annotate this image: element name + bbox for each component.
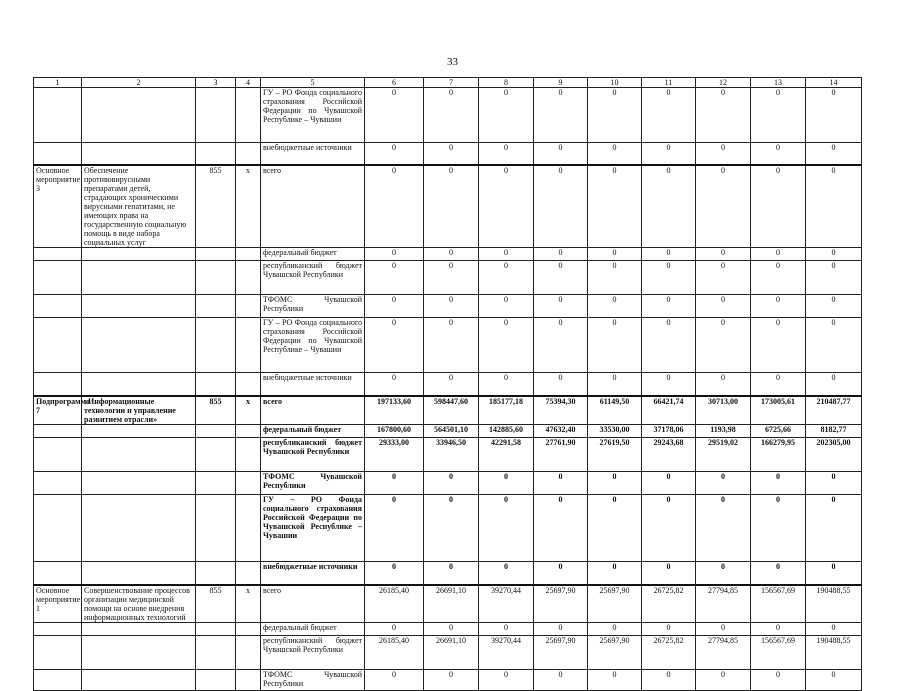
- table-row: [34, 636, 862, 670]
- value-cell: 39270,44: [479, 585, 534, 623]
- table-row: [34, 248, 862, 261]
- value-cell: 0: [424, 623, 479, 636]
- grbs-cell: [196, 636, 236, 670]
- source-cell: ГУ – РО Фонда социального страхования Российской Федерации по Чувашской Республике – Чувашии: [261, 88, 365, 143]
- code-cell: [236, 248, 261, 261]
- value-cell: 0: [751, 623, 806, 636]
- value-cell: 33530,00: [588, 425, 642, 438]
- value-cell: 27794,85: [696, 636, 751, 670]
- value-cell: 173005,61: [751, 396, 806, 425]
- header-cell-7: 7: [424, 78, 479, 88]
- grbs-cell: [196, 495, 236, 562]
- value-cell: 0: [751, 165, 806, 248]
- value-cell: 0: [479, 670, 534, 691]
- grbs-cell: [196, 261, 236, 295]
- table-row: [34, 585, 862, 623]
- value-cell: 0: [751, 248, 806, 261]
- source-cell: внебюджетные источники: [261, 143, 365, 166]
- activity-cell: [34, 425, 82, 438]
- value-cell: 0: [424, 295, 479, 318]
- name-cell: [82, 472, 196, 495]
- value-cell: 0: [696, 472, 751, 495]
- page-number: 33: [447, 56, 458, 68]
- value-cell: 142885,60: [479, 425, 534, 438]
- value-cell: 0: [365, 248, 424, 261]
- value-cell: 25697,90: [534, 585, 588, 623]
- code-cell: [236, 425, 261, 438]
- grbs-cell: [196, 670, 236, 691]
- value-cell: 0: [696, 261, 751, 295]
- table-row: [34, 261, 862, 295]
- value-cell: 61149,50: [588, 396, 642, 425]
- value-cell: 197133,60: [365, 396, 424, 425]
- activity-cell: [34, 143, 82, 166]
- source-cell: ТФОМС Чувашской Республики: [261, 472, 365, 495]
- name-cell: [82, 425, 196, 438]
- value-cell: 0: [806, 495, 862, 562]
- header-cell-12: 12: [696, 78, 751, 88]
- table-row: [34, 425, 862, 438]
- value-cell: 0: [696, 623, 751, 636]
- grbs-cell: [196, 248, 236, 261]
- name-cell: Обеспечение противовирусными препаратами детей, страдающих хроническими вирусными гепатитами, не имеющих права на государственную социальную помощь в виде набора социальных услуг: [82, 165, 196, 248]
- value-cell: 0: [642, 495, 696, 562]
- value-cell: 0: [696, 165, 751, 248]
- value-cell: 0: [588, 472, 642, 495]
- name-cell: [82, 670, 196, 691]
- value-cell: 0: [588, 495, 642, 562]
- code-cell: [236, 562, 261, 586]
- value-cell: 0: [424, 373, 479, 397]
- value-cell: 0: [534, 495, 588, 562]
- value-cell: 0: [806, 373, 862, 397]
- value-cell: 0: [751, 472, 806, 495]
- value-cell: 0: [534, 562, 588, 586]
- table-row: [34, 670, 862, 691]
- value-cell: 0: [479, 562, 534, 586]
- name-cell: [82, 373, 196, 397]
- table-row: [34, 562, 862, 586]
- value-cell: 0: [365, 495, 424, 562]
- value-cell: 0: [751, 670, 806, 691]
- table-row: [34, 295, 862, 318]
- name-cell: Совершенствование процессов организации медицинской помощи на основе внедрения информационных технологий: [82, 585, 196, 623]
- value-cell: 66421,74: [642, 396, 696, 425]
- value-cell: 75394,30: [534, 396, 588, 425]
- value-cell: 47632,40: [534, 425, 588, 438]
- value-cell: 0: [424, 88, 479, 143]
- value-cell: 202305,00: [806, 438, 862, 472]
- activity-cell: [34, 562, 82, 586]
- source-cell: федеральный бюджет: [261, 623, 365, 636]
- value-cell: 0: [365, 670, 424, 691]
- value-cell: 0: [424, 562, 479, 586]
- value-cell: 0: [365, 165, 424, 248]
- value-cell: 0: [479, 623, 534, 636]
- value-cell: 0: [696, 373, 751, 397]
- value-cell: 0: [806, 143, 862, 166]
- value-cell: 0: [696, 88, 751, 143]
- source-cell: всего: [261, 396, 365, 425]
- grbs-cell: [196, 425, 236, 438]
- value-cell: 37178,06: [642, 425, 696, 438]
- value-cell: 0: [642, 623, 696, 636]
- value-cell: 26725,82: [642, 636, 696, 670]
- value-cell: 0: [642, 670, 696, 691]
- activity-cell: [34, 261, 82, 295]
- code-cell: [236, 143, 261, 166]
- value-cell: 0: [806, 248, 862, 261]
- header-cell-6: 6: [365, 78, 424, 88]
- value-cell: 0: [534, 472, 588, 495]
- value-cell: 156567,69: [751, 585, 806, 623]
- value-cell: 0: [479, 143, 534, 166]
- value-cell: 0: [806, 295, 862, 318]
- value-cell: 30713,00: [696, 396, 751, 425]
- value-cell: 0: [479, 295, 534, 318]
- activity-cell: [34, 248, 82, 261]
- grbs-cell: 855: [196, 396, 236, 425]
- value-cell: 156567,69: [751, 636, 806, 670]
- value-cell: 27619,50: [588, 438, 642, 472]
- activity-cell: [34, 438, 82, 472]
- value-cell: 0: [806, 670, 862, 691]
- value-cell: 0: [424, 472, 479, 495]
- source-cell: ГУ – РО Фонда социального страхования Российской Федерации по Чувашской Республике – Чувашии: [261, 495, 365, 562]
- table-row: [34, 623, 862, 636]
- value-cell: 0: [588, 165, 642, 248]
- value-cell: 0: [806, 261, 862, 295]
- source-cell: ТФОМС Чувашской Республики: [261, 670, 365, 691]
- value-cell: 0: [479, 261, 534, 295]
- value-cell: 0: [696, 248, 751, 261]
- value-cell: 0: [588, 295, 642, 318]
- grbs-cell: 855: [196, 585, 236, 623]
- value-cell: 0: [588, 261, 642, 295]
- value-cell: 8182,77: [806, 425, 862, 438]
- value-cell: 0: [365, 373, 424, 397]
- code-cell: [236, 670, 261, 691]
- value-cell: 167800,60: [365, 425, 424, 438]
- value-cell: 185177,18: [479, 396, 534, 425]
- activity-cell: Подпрограмма 7: [34, 396, 82, 425]
- name-cell: [82, 88, 196, 143]
- value-cell: 0: [479, 318, 534, 373]
- table-row: [34, 318, 862, 373]
- source-cell: всего: [261, 165, 365, 248]
- value-cell: 0: [534, 670, 588, 691]
- header-row: [34, 78, 862, 88]
- name-cell: [82, 143, 196, 166]
- value-cell: 0: [806, 472, 862, 495]
- activity-cell: [34, 318, 82, 373]
- value-cell: 27761,90: [534, 438, 588, 472]
- value-cell: 190488,55: [806, 636, 862, 670]
- activity-cell: Основное мероприятие 3: [34, 165, 82, 248]
- name-cell: [82, 318, 196, 373]
- value-cell: 0: [751, 373, 806, 397]
- value-cell: 0: [588, 670, 642, 691]
- value-cell: 25697,90: [588, 585, 642, 623]
- value-cell: 0: [365, 295, 424, 318]
- value-cell: 0: [751, 261, 806, 295]
- value-cell: 0: [534, 623, 588, 636]
- activity-cell: [34, 472, 82, 495]
- value-cell: 0: [479, 472, 534, 495]
- header-cell-11: 11: [642, 78, 696, 88]
- table-row: [34, 472, 862, 495]
- code-cell: х: [236, 165, 261, 248]
- value-cell: 0: [534, 295, 588, 318]
- table-row: [34, 143, 862, 166]
- header-cell-4: 4: [236, 78, 261, 88]
- value-cell: 166279,95: [751, 438, 806, 472]
- header-cell-5: 5: [261, 78, 365, 88]
- source-cell: всего: [261, 585, 365, 623]
- value-cell: 26691,10: [424, 636, 479, 670]
- code-cell: [236, 636, 261, 670]
- value-cell: 0: [424, 165, 479, 248]
- value-cell: 0: [534, 261, 588, 295]
- code-cell: х: [236, 396, 261, 425]
- name-cell: [82, 636, 196, 670]
- header-cell-10: 10: [588, 78, 642, 88]
- grbs-cell: [196, 438, 236, 472]
- value-cell: 0: [588, 562, 642, 586]
- value-cell: 598447,60: [424, 396, 479, 425]
- source-cell: республиканский бюджет Чувашской Республики: [261, 261, 365, 295]
- budget-table: [33, 77, 862, 691]
- value-cell: 0: [696, 495, 751, 562]
- value-cell: 0: [424, 670, 479, 691]
- code-cell: [236, 295, 261, 318]
- code-cell: х: [236, 585, 261, 623]
- value-cell: 0: [642, 318, 696, 373]
- value-cell: 0: [534, 88, 588, 143]
- value-cell: 0: [365, 623, 424, 636]
- value-cell: 0: [534, 143, 588, 166]
- grbs-cell: 855: [196, 165, 236, 248]
- header-cell-8: 8: [479, 78, 534, 88]
- grbs-cell: [196, 318, 236, 373]
- grbs-cell: [196, 88, 236, 143]
- value-cell: 0: [806, 165, 862, 248]
- value-cell: 39270,44: [479, 636, 534, 670]
- code-cell: [236, 438, 261, 472]
- value-cell: 0: [424, 318, 479, 373]
- value-cell: 0: [806, 318, 862, 373]
- value-cell: 26691,10: [424, 585, 479, 623]
- grbs-cell: [196, 143, 236, 166]
- code-cell: [236, 261, 261, 295]
- value-cell: 29333,00: [365, 438, 424, 472]
- name-cell: «Информационные технологии и управление развитием отрасли»: [82, 396, 196, 425]
- name-cell: [82, 495, 196, 562]
- activity-cell: [34, 373, 82, 397]
- value-cell: 29519,02: [696, 438, 751, 472]
- value-cell: 0: [696, 295, 751, 318]
- value-cell: 0: [588, 248, 642, 261]
- value-cell: 0: [424, 143, 479, 166]
- name-cell: [82, 248, 196, 261]
- value-cell: 0: [534, 318, 588, 373]
- table-row: [34, 373, 862, 397]
- grbs-cell: [196, 623, 236, 636]
- value-cell: 26725,82: [642, 585, 696, 623]
- value-cell: 190488,55: [806, 585, 862, 623]
- value-cell: 6725,66: [751, 425, 806, 438]
- value-cell: 0: [365, 143, 424, 166]
- table-row: [34, 438, 862, 472]
- source-cell: федеральный бюджет: [261, 425, 365, 438]
- code-cell: [236, 472, 261, 495]
- name-cell: [82, 295, 196, 318]
- table-row: [34, 495, 862, 562]
- value-cell: 0: [806, 562, 862, 586]
- name-cell: [82, 623, 196, 636]
- value-cell: 0: [642, 143, 696, 166]
- source-cell: ГУ – РО Фонда социального страхования Российской Федерации по Чувашской Республике – Чувашии: [261, 318, 365, 373]
- value-cell: 0: [365, 472, 424, 495]
- value-cell: 0: [588, 318, 642, 373]
- grbs-cell: [196, 472, 236, 495]
- activity-cell: [34, 495, 82, 562]
- value-cell: 0: [696, 562, 751, 586]
- code-cell: [236, 373, 261, 397]
- value-cell: 210487,77: [806, 396, 862, 425]
- code-cell: [236, 318, 261, 373]
- table-row: [34, 88, 862, 143]
- value-cell: 0: [588, 623, 642, 636]
- value-cell: 0: [642, 562, 696, 586]
- source-cell: республиканский бюджет Чувашской Республики: [261, 636, 365, 670]
- value-cell: 564501,10: [424, 425, 479, 438]
- value-cell: 0: [642, 472, 696, 495]
- value-cell: 25697,90: [534, 636, 588, 670]
- value-cell: 0: [479, 248, 534, 261]
- value-cell: 0: [751, 295, 806, 318]
- value-cell: 0: [696, 670, 751, 691]
- value-cell: 0: [588, 143, 642, 166]
- value-cell: 27794,85: [696, 585, 751, 623]
- value-cell: 33946,50: [424, 438, 479, 472]
- value-cell: 0: [642, 88, 696, 143]
- value-cell: 0: [479, 495, 534, 562]
- source-cell: внебюджетные источники: [261, 373, 365, 397]
- name-cell: [82, 562, 196, 586]
- value-cell: 0: [534, 373, 588, 397]
- value-cell: 0: [534, 165, 588, 248]
- name-cell: [82, 261, 196, 295]
- value-cell: 0: [534, 248, 588, 261]
- value-cell: 25697,90: [588, 636, 642, 670]
- value-cell: 0: [696, 143, 751, 166]
- source-cell: внебюджетные источники: [261, 562, 365, 586]
- table-row: [34, 396, 862, 425]
- value-cell: 0: [424, 248, 479, 261]
- value-cell: 0: [479, 88, 534, 143]
- source-cell: ТФОМС Чувашской Республики: [261, 295, 365, 318]
- value-cell: 0: [806, 88, 862, 143]
- header-cell-13: 13: [751, 78, 806, 88]
- grbs-cell: [196, 562, 236, 586]
- value-cell: 0: [751, 88, 806, 143]
- value-cell: 0: [642, 165, 696, 248]
- value-cell: 1193,98: [696, 425, 751, 438]
- value-cell: 0: [751, 562, 806, 586]
- value-cell: 29243,68: [642, 438, 696, 472]
- source-cell: республиканский бюджет Чувашской Республики: [261, 438, 365, 472]
- header-cell-9: 9: [534, 78, 588, 88]
- value-cell: 0: [751, 495, 806, 562]
- value-cell: 0: [696, 318, 751, 373]
- value-cell: 42291,58: [479, 438, 534, 472]
- value-cell: 0: [642, 295, 696, 318]
- value-cell: 0: [424, 495, 479, 562]
- value-cell: 0: [479, 165, 534, 248]
- value-cell: 0: [588, 88, 642, 143]
- value-cell: 0: [806, 623, 862, 636]
- grbs-cell: [196, 295, 236, 318]
- grbs-cell: [196, 373, 236, 397]
- table-row: [34, 165, 862, 248]
- activity-cell: [34, 88, 82, 143]
- header-cell-14: 14: [806, 78, 862, 88]
- activity-cell: [34, 636, 82, 670]
- value-cell: 0: [365, 562, 424, 586]
- activity-cell: [34, 670, 82, 691]
- value-cell: 0: [365, 261, 424, 295]
- value-cell: 0: [642, 248, 696, 261]
- activity-cell: [34, 623, 82, 636]
- value-cell: 0: [751, 143, 806, 166]
- value-cell: 26185,40: [365, 636, 424, 670]
- value-cell: 0: [479, 373, 534, 397]
- value-cell: 0: [751, 318, 806, 373]
- header-cell-1: 1: [34, 78, 82, 88]
- name-cell: [82, 438, 196, 472]
- source-cell: федеральный бюджет: [261, 248, 365, 261]
- value-cell: 0: [642, 261, 696, 295]
- value-cell: 0: [642, 373, 696, 397]
- header-cell-3: 3: [196, 78, 236, 88]
- value-cell: 26185,40: [365, 585, 424, 623]
- code-cell: [236, 88, 261, 143]
- code-cell: [236, 495, 261, 562]
- value-cell: 0: [365, 318, 424, 373]
- activity-cell: Основное мероприятие 1: [34, 585, 82, 623]
- header-cell-2: 2: [82, 78, 196, 88]
- value-cell: 0: [365, 88, 424, 143]
- value-cell: 0: [424, 261, 479, 295]
- activity-cell: [34, 295, 82, 318]
- value-cell: 0: [588, 373, 642, 397]
- code-cell: [236, 623, 261, 636]
